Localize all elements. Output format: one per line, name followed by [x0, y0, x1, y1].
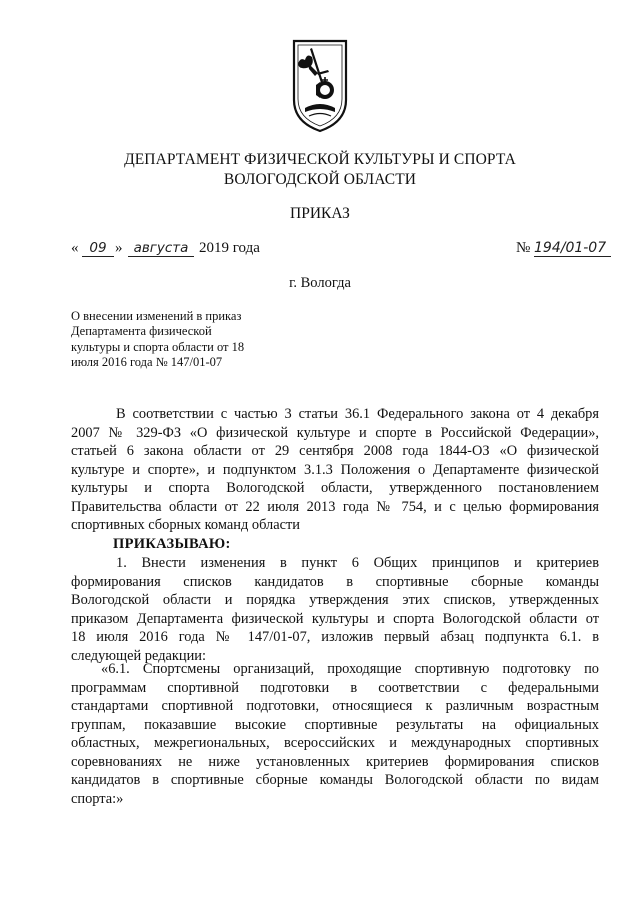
- item1-line: 1. Внести изменения в пункт 6 Общих принципов и критериев: [116, 555, 599, 571]
- item1-line: приказом Департамента физической культуры и спорта Вологодской области от: [71, 610, 599, 627]
- quote-line: кандидатов в спортивные сборные команды Вологодской области по видам: [71, 772, 599, 788]
- item1-line: формирования списков кандидатов в спортивные сборные команды: [71, 573, 599, 590]
- preamble-line: статьей 6 закона области от 29 сентября 2008 года 1844-ОЗ «О физической: [71, 443, 599, 459]
- preamble-paragraph: [71, 405, 599, 535]
- item1-line: следующей редакции:: [71, 647, 206, 664]
- subject-line: июля 2016 года № 147/01-07: [71, 354, 223, 369]
- order-heading: ПРИКАЗЫВАЮ:: [113, 536, 231, 552]
- item1-line: Вологодской области и порядка утверждения этих списков, утвержденных: [71, 592, 599, 608]
- date-month: августа: [128, 240, 194, 257]
- item1-quote-paragraph: [71, 660, 599, 808]
- date-year: 2019 года: [199, 240, 260, 256]
- subject-line: культуры и спорта области от 18: [71, 339, 245, 354]
- order-number: 194/01-07: [534, 240, 611, 257]
- vologda-coat-of-arms-icon: [291, 38, 349, 134]
- quote-line: стандартами спортивной подготовки, относящиеся к различным возрастным: [71, 698, 599, 714]
- quote-line: программам спортивной подготовки в соответствии с федеральными: [71, 679, 599, 696]
- item1-line: 18 июля 2016 года № 147/01-07, изложив первый абзац подпункта 6.1. в: [71, 629, 599, 645]
- date-close-quote: »: [115, 240, 123, 256]
- date-number-line: [71, 236, 611, 262]
- item1-paragraph: [71, 554, 599, 665]
- preamble-line: спортивных сборных команд области: [71, 517, 300, 533]
- subject-line: Департамента физической: [71, 324, 212, 339]
- quote-line: спорта:»: [71, 790, 124, 807]
- document-type-title: ПРИКАЗ: [290, 205, 350, 222]
- subject-line: О внесении изменений в приказ: [71, 309, 242, 323]
- department-name-line2: ВОЛОГОДСКОЙ ОБЛАСТИ: [223, 171, 417, 188]
- preamble-line: Правительства области от 22 июля 2013 года № 754, и с целью формирования: [71, 498, 599, 515]
- date-open-quote: «: [71, 240, 79, 256]
- department-name-line1: ДЕПАРТАМЕНТ ФИЗИЧЕСКОЙ КУЛЬТУРЫ И СПОРТА: [124, 151, 516, 168]
- document-subject: [71, 309, 281, 370]
- preamble-line: культуре и спорте», и подпунктом 3.1.3 Положения о Департаменте физической: [71, 461, 599, 478]
- order-number-prefix: №: [516, 240, 531, 256]
- city-name: г. Вологда: [289, 275, 351, 291]
- date-day: 09: [82, 240, 114, 257]
- preamble-line: В соответствии с частью 3 статьи 36.1 Федерального закона от 4 декабря: [116, 406, 599, 422]
- preamble-line: культуры и спорта Вологодской области, утвержденного постановлением: [71, 480, 599, 496]
- quote-line: «6.1. Спортсмены организаций, проходящие спортивную подготовку по: [101, 661, 599, 677]
- quote-line: соревнованиях не ниже установленных критериев формирования списков: [71, 753, 599, 770]
- quote-line: областных, межрегиональных, всероссийских и международных спортивных: [71, 735, 599, 751]
- quote-line: группам, показавшие высокие спортивные результаты на официальных: [71, 716, 599, 733]
- preamble-line: 2007 № 329-ФЗ «О физической культуре и спорте в Российской Федерации»,: [71, 424, 599, 441]
